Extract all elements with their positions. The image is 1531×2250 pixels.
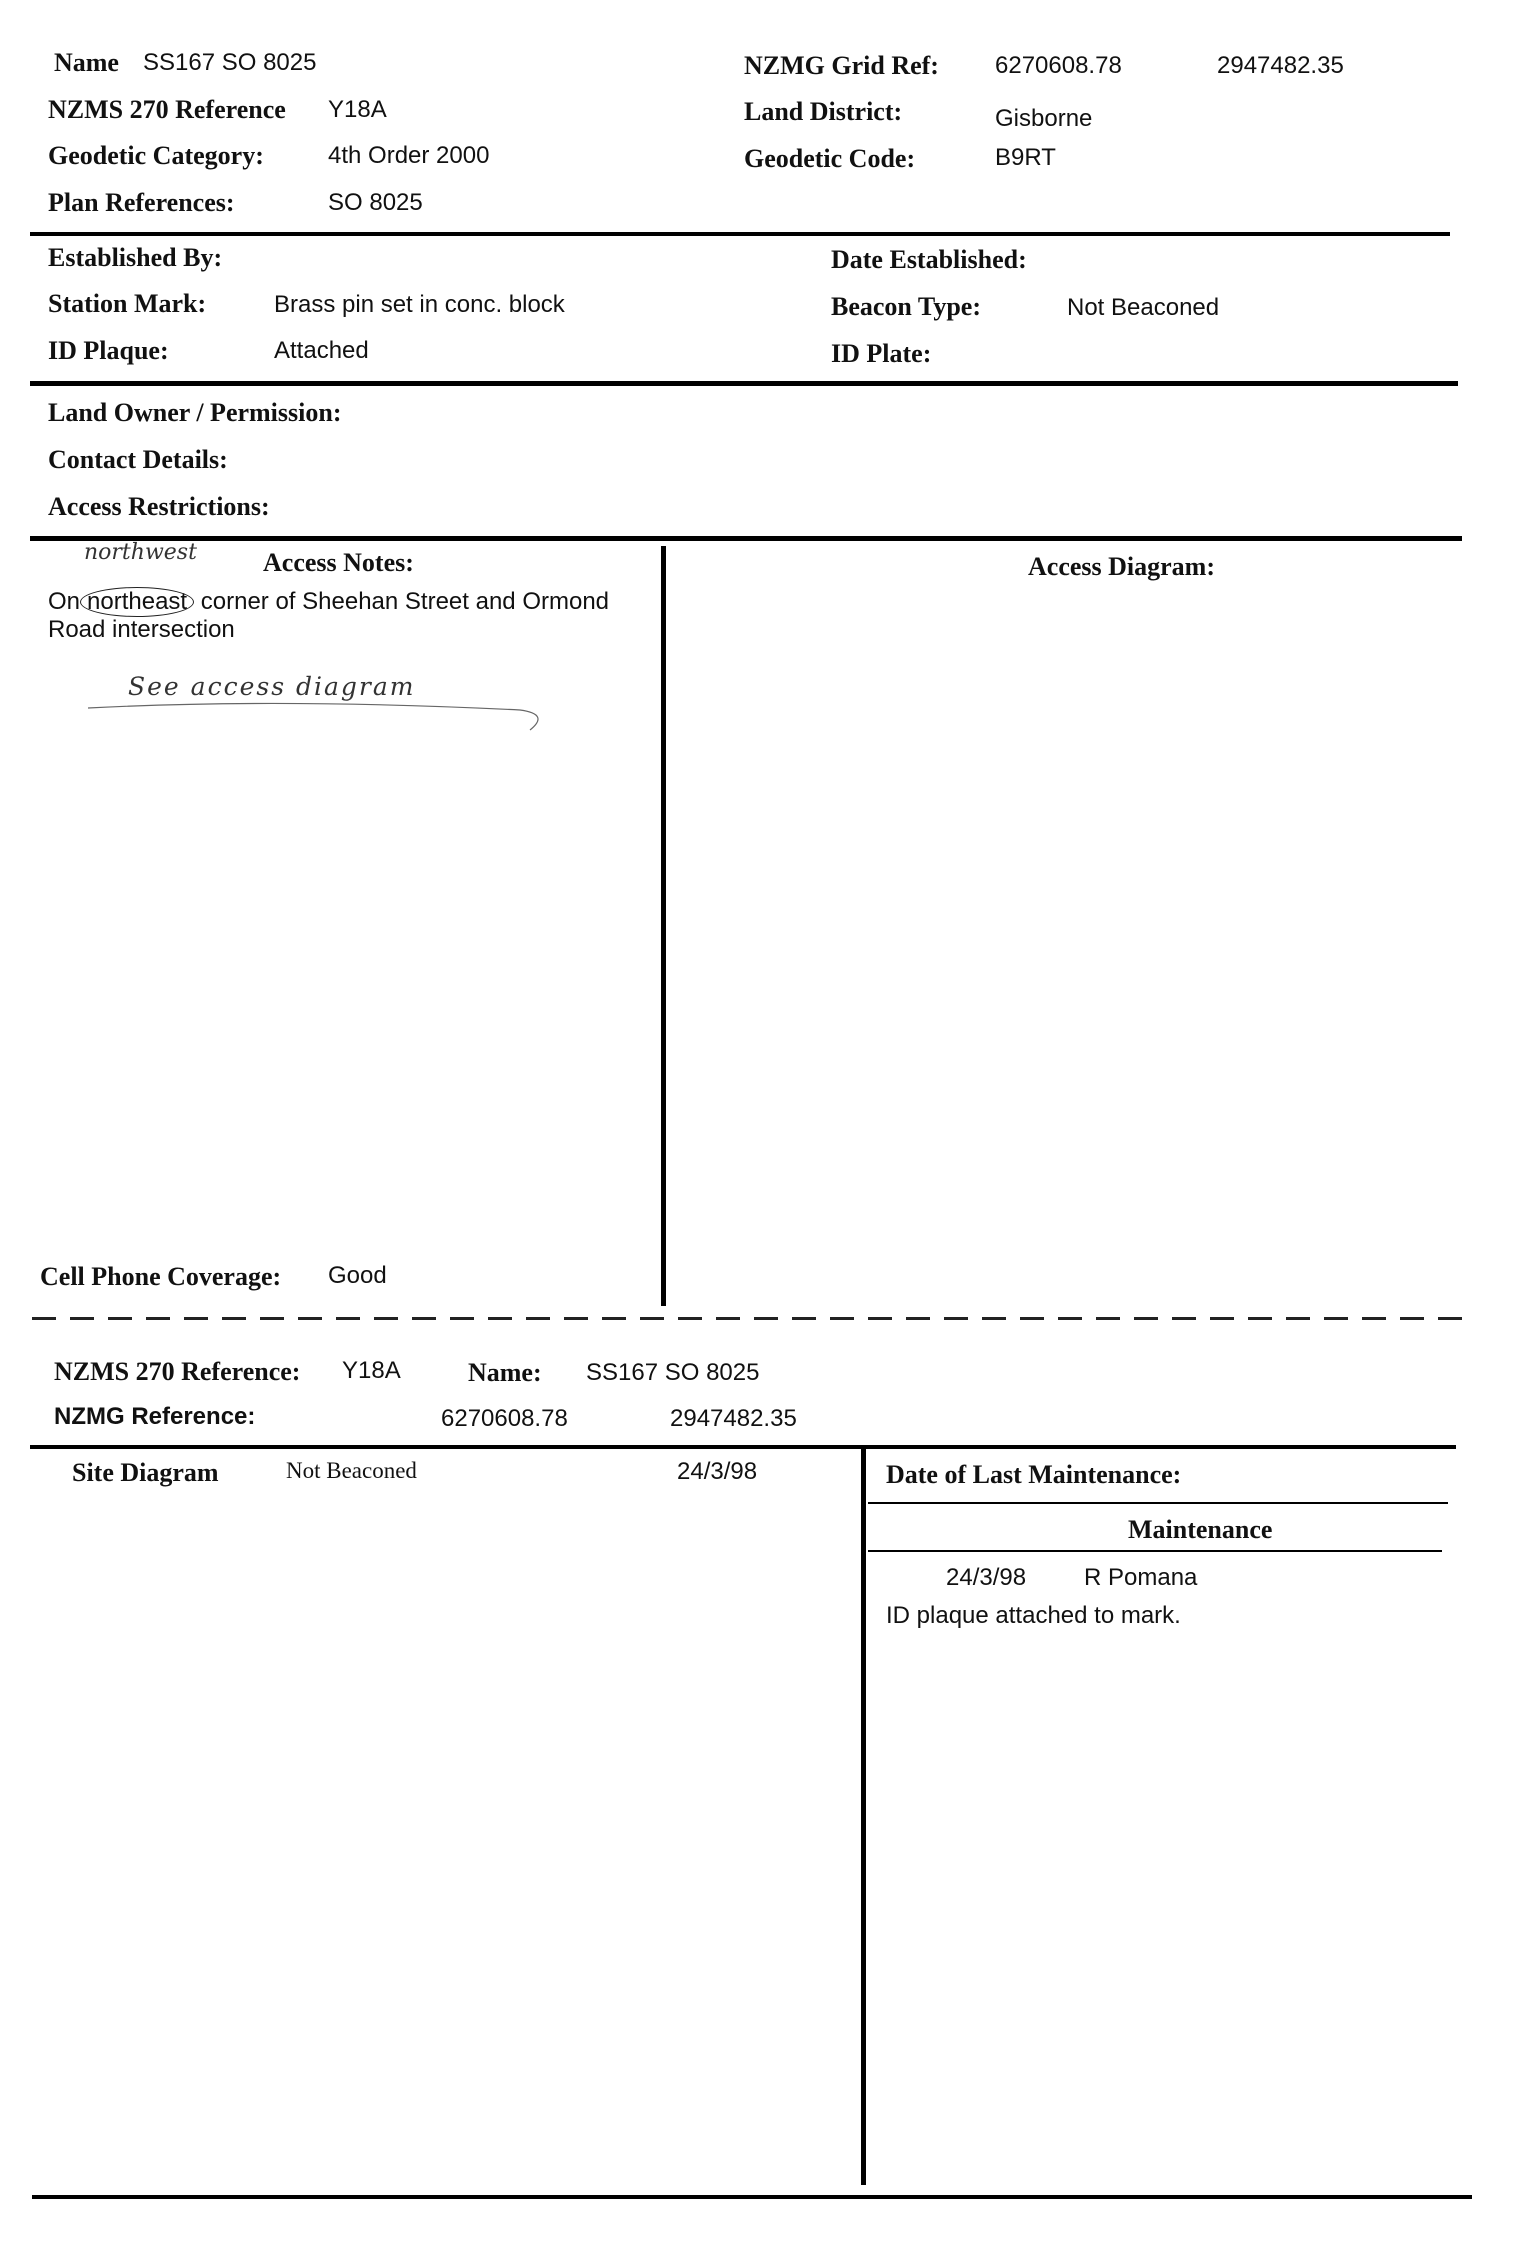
cell-coverage-label: Cell Phone Coverage: <box>40 1262 282 1291</box>
handwritten-note: See access diagram <box>128 672 416 701</box>
maintenance-entry-by: R Pomana <box>1084 1564 1198 1591</box>
date-established-label: Date Established: <box>831 245 1027 274</box>
handwritten-correction: northwest <box>84 540 197 565</box>
access-restrictions-label: Access Restrictions: <box>48 492 270 521</box>
access-column-divider <box>661 546 666 1306</box>
geodetic-code-label: Geodetic Code: <box>744 144 916 173</box>
established-by-label: Established By: <box>48 243 223 272</box>
site-column-divider <box>861 1449 866 2185</box>
grid-ref-label: NZMG Grid Ref: <box>744 51 939 80</box>
plan-references-label: Plan References: <box>48 188 235 217</box>
header-divider <box>30 232 1450 236</box>
handwritten-underline <box>80 694 540 738</box>
access-diagram-label: Access Diagram: <box>1028 552 1215 581</box>
maintenance-entry-date: 24/3/98 <box>946 1564 1027 1591</box>
nzms-reference-value: Y18A <box>328 96 387 123</box>
establishment-divider <box>30 381 1458 386</box>
contact-details-label: Contact Details: <box>48 445 228 474</box>
station-mark-value: Brass pin set in conc. block <box>274 291 565 318</box>
ownership-divider <box>30 536 1462 541</box>
site-beacon-value: Not Beaconed <box>286 1458 417 1483</box>
stub-divider <box>30 1445 1456 1449</box>
geodetic-category-value: 4th Order 2000 <box>328 142 490 169</box>
access-notes-rest: corner of Sheehan Street and Ormond <box>200 588 610 615</box>
access-notes-line2: Road intersection <box>48 616 235 643</box>
tear-off-line <box>32 1317 1464 1320</box>
land-owner-label: Land Owner / Permission: <box>48 398 342 427</box>
id-plate-label: ID Plate: <box>831 339 932 368</box>
maintenance-header: Maintenance <box>1128 1515 1273 1544</box>
stub-nzmg-easting: 2947482.35 <box>670 1405 797 1432</box>
site-diagram-label: Site Diagram <box>72 1458 219 1487</box>
footer-divider <box>32 2195 1472 2199</box>
stub-name-value: SS167 SO 8025 <box>586 1359 760 1386</box>
access-notes-line1 <box>48 587 609 617</box>
land-district-label: Land District: <box>744 97 903 126</box>
plan-references-value: SO 8025 <box>328 189 423 216</box>
site-date-value: 24/3/98 <box>677 1458 758 1485</box>
name-value: SS167 SO 8025 <box>143 49 317 76</box>
stub-nzmg-label: NZMG Reference: <box>54 1403 256 1430</box>
id-plaque-value: Attached <box>274 337 369 364</box>
access-notes-prefix: On <box>48 588 81 615</box>
last-maintenance-label: Date of Last Maintenance: <box>886 1460 1182 1489</box>
access-notes-struck: northeast <box>80 587 194 617</box>
maintenance-header-top-line <box>868 1502 1448 1504</box>
cell-coverage-value: Good <box>328 1262 387 1289</box>
maintenance-header-bottom-line <box>868 1550 1442 1552</box>
station-mark-label: Station Mark: <box>48 289 207 318</box>
geodetic-category-label: Geodetic Category: <box>48 141 264 170</box>
access-notes-label: Access Notes: <box>263 548 414 577</box>
beacon-type-value: Not Beaconed <box>1067 294 1220 321</box>
stub-nzmg-northing: 6270608.78 <box>441 1405 568 1432</box>
maintenance-entry-note: ID plaque attached to mark. <box>886 1602 1181 1629</box>
name-label: Name <box>54 48 119 77</box>
beacon-type-label: Beacon Type: <box>831 292 981 321</box>
stub-nzms-value: Y18A <box>342 1357 401 1384</box>
nzms-reference-label: NZMS 270 Reference <box>48 95 286 124</box>
grid-ref-easting: 2947482.35 <box>1217 52 1344 79</box>
stub-name-label: Name: <box>468 1358 542 1387</box>
stub-nzms-label: NZMS 270 Reference: <box>54 1357 301 1386</box>
geodetic-code-value: B9RT <box>995 144 1056 171</box>
grid-ref-northing: 6270608.78 <box>995 52 1122 79</box>
id-plaque-label: ID Plaque: <box>48 336 169 365</box>
land-district-value: Gisborne <box>995 105 1093 132</box>
